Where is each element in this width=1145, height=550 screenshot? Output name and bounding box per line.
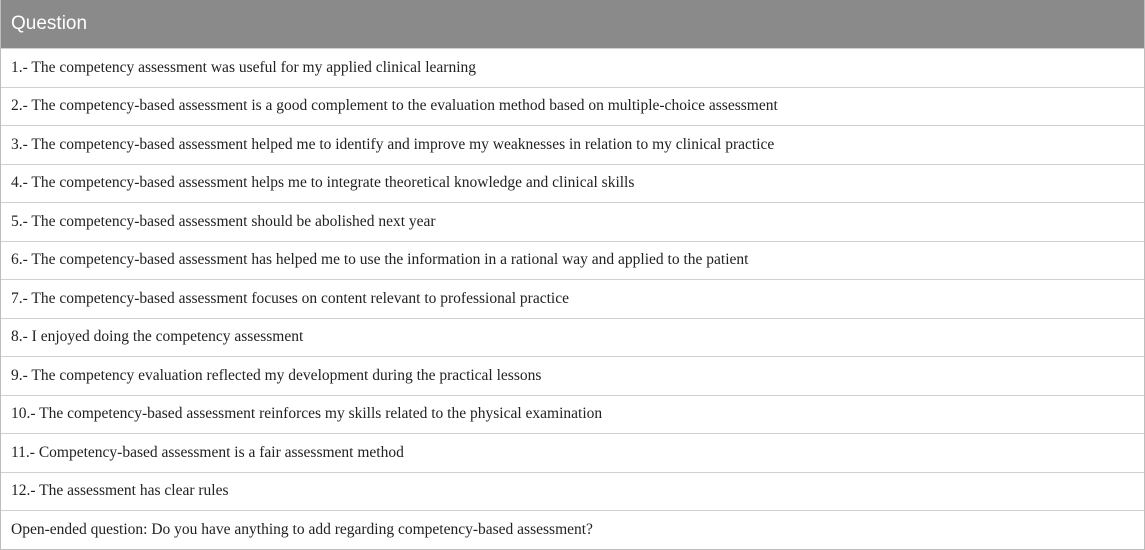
table-row: 5.- The competency-based assessment should be abolished next year [1, 202, 1144, 241]
table-row: 8.- I enjoyed doing the competency assessment [1, 318, 1144, 357]
table-header-question: Question [1, 0, 1144, 48]
table-row: 7.- The competency-based assessment focuses on content relevant to professional practice [1, 279, 1144, 318]
table-row: 3.- The competency-based assessment helped me to identify and improve my weaknesses in relation to my clinical practice [1, 125, 1144, 164]
table-row: 4.- The competency-based assessment helps me to integrate theoretical knowledge and clinical skills [1, 164, 1144, 203]
table-row: 1.- The competency assessment was useful for my applied clinical learning [1, 48, 1144, 87]
table-row: 12.- The assessment has clear rules [1, 472, 1144, 511]
table-row: 6.- The competency-based assessment has helped me to use the information in a rational way and applied to the patient [1, 241, 1144, 280]
table-row: 9.- The competency evaluation reflected my development during the practical lessons [1, 356, 1144, 395]
table-row: 10.- The competency-based assessment reinforces my skills related to the physical examination [1, 395, 1144, 434]
table-row: 11.- Competency-based assessment is a fair assessment method [1, 433, 1144, 472]
table-row: 2.- The competency-based assessment is a good complement to the evaluation method based on multiple-choice assessment [1, 87, 1144, 126]
table-row: Open-ended question: Do you have anything to add regarding competency-based assessment? [1, 510, 1144, 549]
